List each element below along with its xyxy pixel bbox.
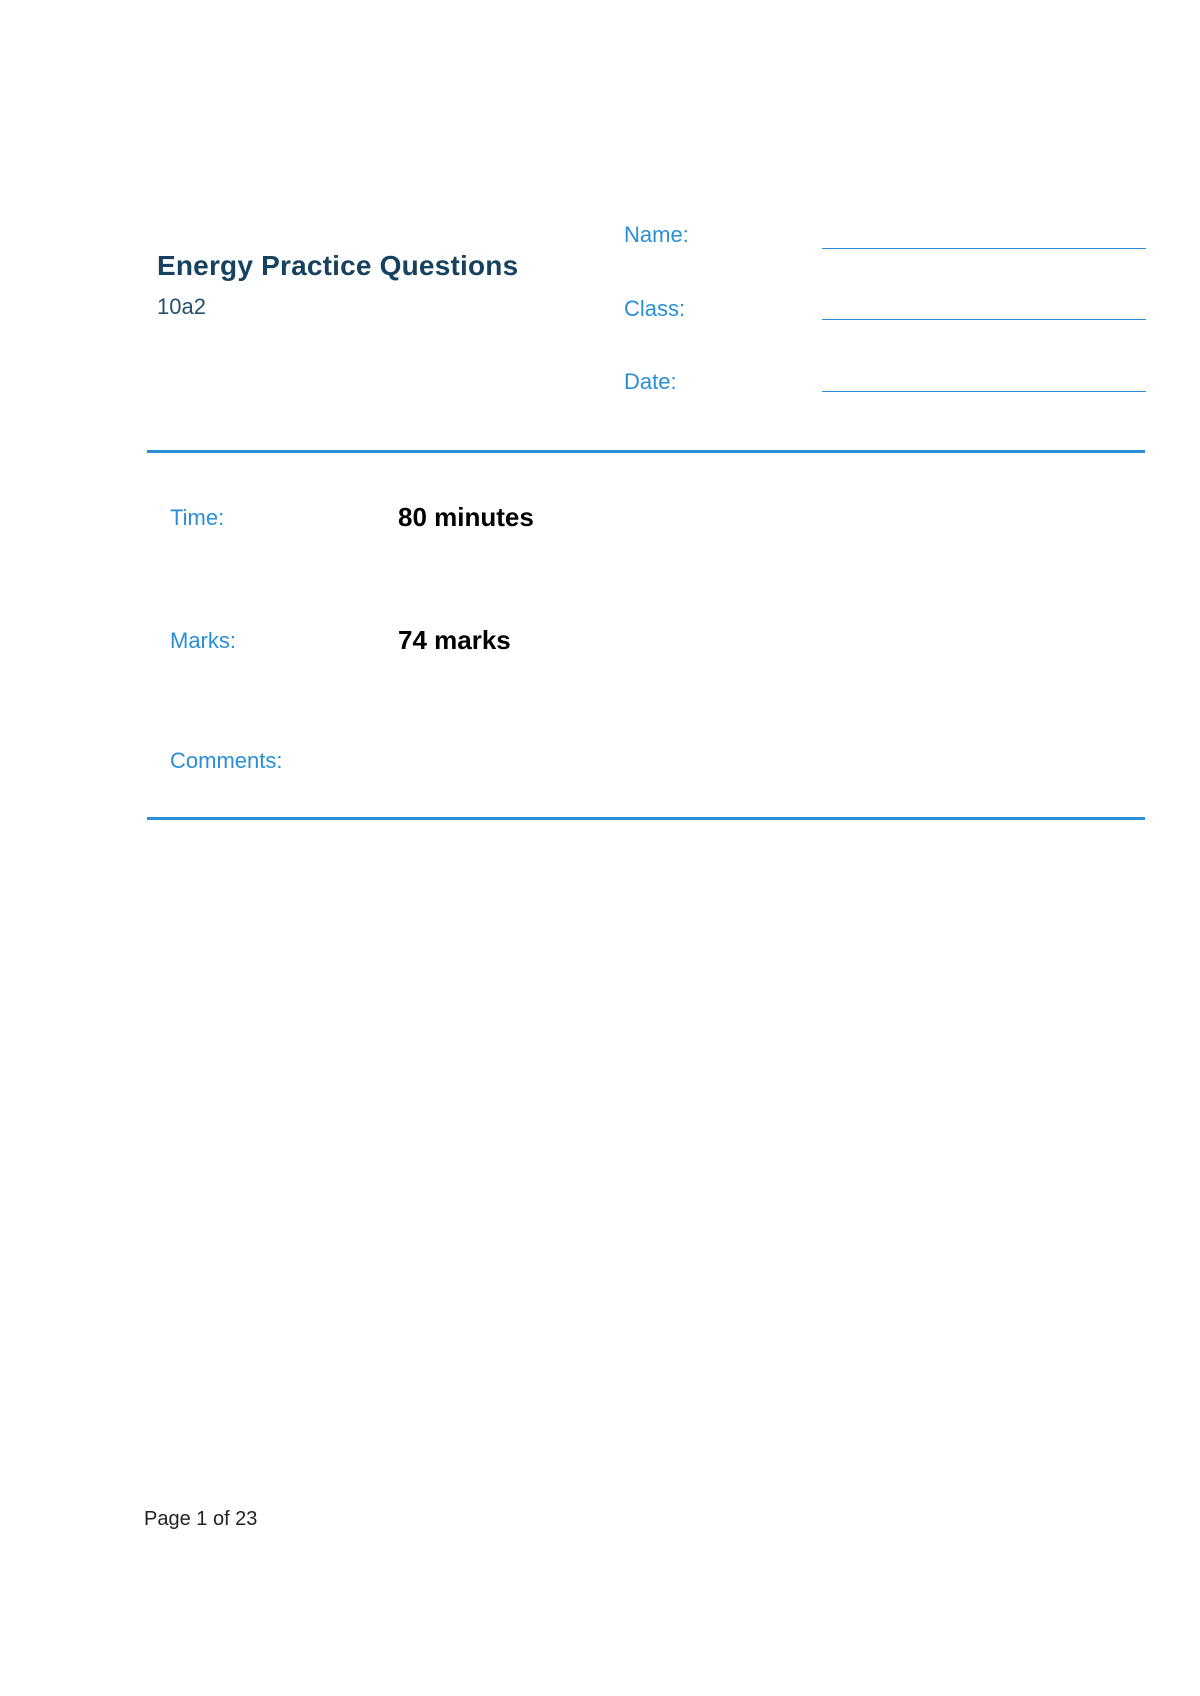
name-label: Name: bbox=[624, 222, 689, 247]
time-value: 80 minutes bbox=[398, 502, 534, 532]
class-blank-line bbox=[822, 319, 1146, 320]
page-number: Page 1 of 23 bbox=[144, 1508, 258, 1530]
class-label: Class: bbox=[624, 296, 686, 321]
marks-label: Marks: bbox=[170, 628, 236, 653]
comments-label: Comments: bbox=[170, 748, 283, 773]
date-blank-line bbox=[822, 391, 1146, 392]
page-subtitle: 10a2 bbox=[157, 294, 206, 319]
top-divider bbox=[147, 450, 1145, 453]
bottom-divider bbox=[147, 817, 1145, 820]
page-title: Energy Practice Questions bbox=[157, 250, 519, 281]
time-label: Time: bbox=[170, 505, 225, 530]
name-blank-line bbox=[822, 248, 1146, 249]
marks-value: 74 marks bbox=[398, 625, 511, 655]
date-label: Date: bbox=[624, 369, 677, 394]
